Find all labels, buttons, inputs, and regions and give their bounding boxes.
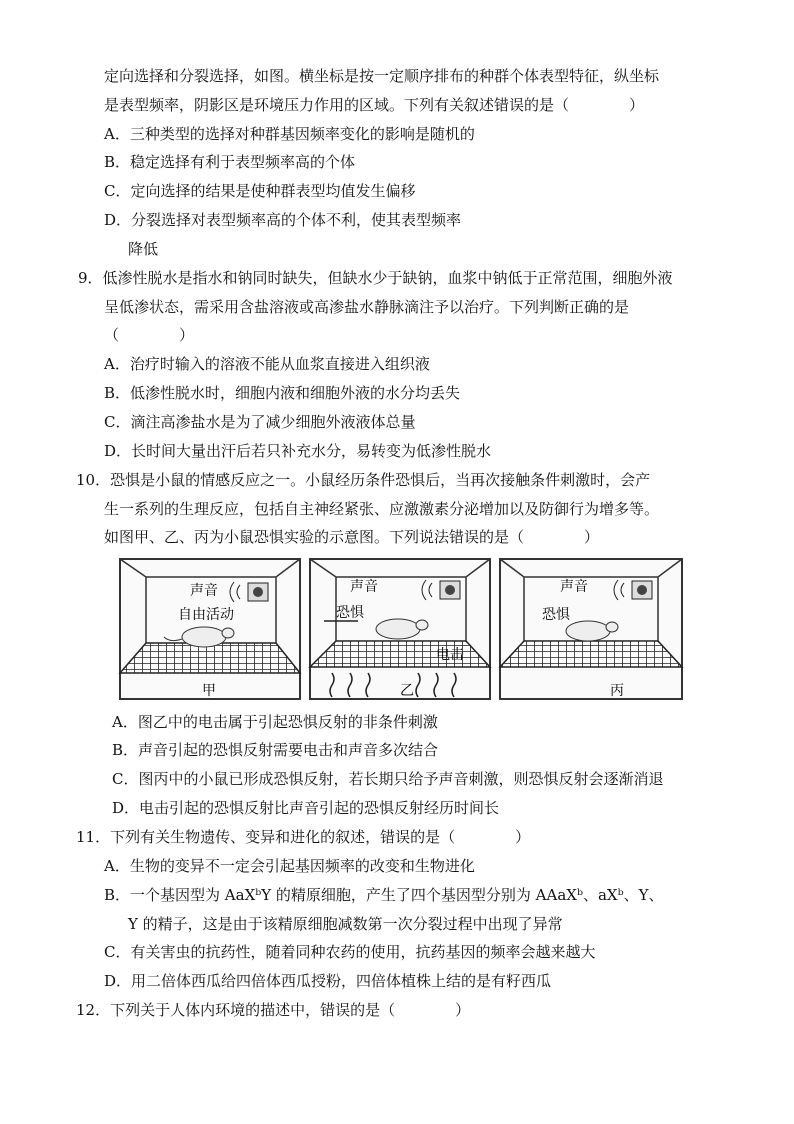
q11-option-c: C．有关害虫的抗药性，随着同种农药的使用，抗药基因的频率会越来越大: [104, 943, 596, 961]
panel2-sound-label: 声音: [350, 579, 378, 595]
panel3-sound-label: 声音: [560, 579, 588, 595]
panel3-state-label: 恐惧: [542, 607, 570, 623]
q9-stem-1: 9．低渗性脱水是指水和钠同时缺失，但缺水少于缺钠，血浆中钠低于正常范围，细胞外液: [78, 269, 673, 287]
q8-option-d: D．分裂选择对表型频率高的个体不利，使其表型频率: [104, 211, 462, 229]
q12-stem: 12．下列关于人体内环境的描述中，错误的是（ ）: [76, 1001, 471, 1019]
panel2-shock-label: 电击: [436, 647, 464, 663]
q10-option-b: B．声音引起的恐惧反射需要电击和声音多次结合: [112, 741, 439, 759]
q11-option-d: D．用二倍体西瓜给四倍体西瓜授粉，四倍体植株上结的是有籽西瓜: [104, 972, 552, 990]
panel2-label: 乙: [400, 683, 414, 699]
q10-stem-3: 如图甲、乙、丙为小鼠恐惧实验的示意图。下列说法错误的是（ ）: [104, 528, 600, 546]
panel-yi: [310, 559, 490, 699]
panel3-label: 丙: [610, 683, 624, 699]
q8-text-line-1: 定向选择和分裂选择，如图。横坐标是按一定顺序排布的种群个体表型特征，纵坐标: [104, 67, 660, 85]
q11-option-b: B．一个基因型为 AaXᵇY 的精原细胞，产生了四个基因型分别为 AAaXᵇ、aXᵇ、Y、: [104, 886, 664, 904]
panel1-sound-label: 声音: [190, 583, 218, 599]
q10-stem-2: 生一系列的生理反应，包括自主神经紧张、应激激素分泌增加以及防御行为增多等。: [104, 500, 660, 518]
q9-stem-3: （ ）: [104, 326, 195, 344]
q8-option-b: B．稳定选择有利于表型频率高的个体: [104, 153, 356, 171]
q11-option-a: A．生物的变异不一定会引起基因频率的改变和生物进化: [104, 857, 475, 875]
q11-stem: 11．下列有关生物遗传、变异和进化的叙述，错误的是（ ）: [76, 828, 531, 846]
q8-option-c: C．定向选择的结果是使种群表型均值发生偏移: [104, 182, 416, 200]
panel-jia: [120, 559, 300, 699]
panel-bing: [500, 559, 682, 699]
panel1-label: 甲: [202, 683, 216, 699]
q9-option-d: D．长时间大量出汗后若只补充水分，易转变为低渗性脱水: [104, 442, 492, 460]
q10-option-d: D．电击引起的恐惧反射比声音引起的恐惧反射经历时间长: [112, 799, 500, 817]
q11-option-b-cont: Y 的精子，这是由于该精原细胞减数第一次分裂过程中出现了异常: [128, 915, 563, 933]
q10-option-c: C．图丙中的小鼠已形成恐惧反射，若长期只给予声音刺激，则恐惧反射会逐渐消退: [112, 770, 664, 788]
q10-option-a: A．图乙中的电击属于引起恐惧反射的非条件刺激: [112, 713, 438, 731]
q8-option-a: A．三种类型的选择对种群基因频率变化的影响是随机的: [104, 125, 475, 143]
panel2-state-label: 恐惧: [336, 605, 364, 621]
q10-stem-1: 10．恐惧是小鼠的情感反应之一。小鼠经历条件恐惧后，当再次接触条件刺激时，会产: [76, 471, 651, 489]
q9-option-c: C．滴注高渗盐水是为了减少细胞外液液体总量: [104, 413, 416, 431]
fear-experiment-figure: [118, 555, 684, 705]
q9-stem-2: 呈低渗状态，需采用含盐溶液或高渗盐水静脉滴注予以治疗。下列判断正确的是: [104, 298, 630, 316]
q8-option-d-cont: 降低: [128, 240, 159, 258]
q8-text-line-2: 是表型频率，阴影区是环境压力作用的区域。下列有关叙述错误的是（ ）: [104, 96, 645, 114]
panel1-state-label: 自由活动: [178, 607, 234, 623]
q9-option-b: B．低渗性脱水时，细胞内液和细胞外液的水分均丢失: [104, 384, 461, 402]
q9-option-a: A．治疗时输入的溶液不能从血浆直接进入组织液: [104, 355, 430, 373]
